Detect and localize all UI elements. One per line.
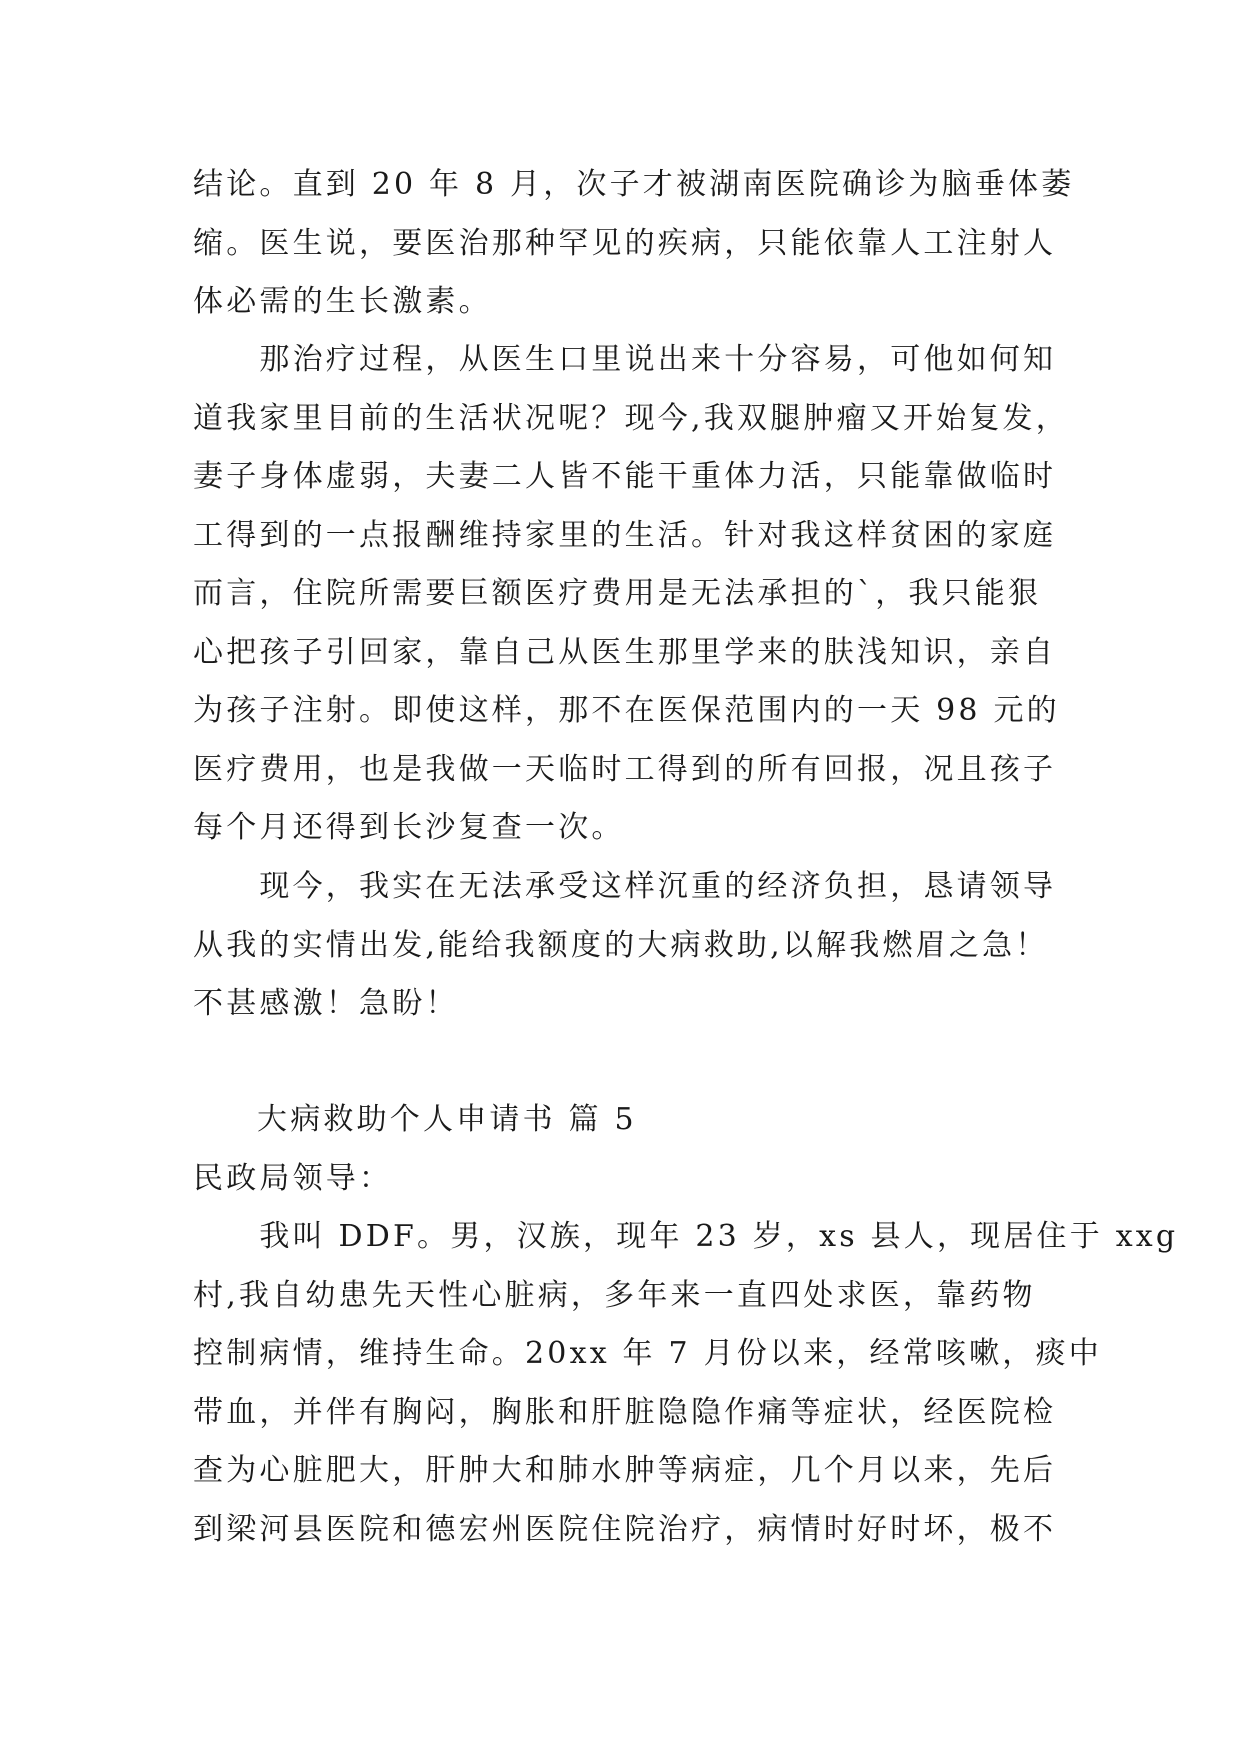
text-line: 道我家里目前的生活状况呢？现今,我双腿肿瘤又开始复发， xyxy=(193,400,1069,436)
text-line: 不甚感激！急盼！ xyxy=(193,986,459,1021)
section-title: 大病救助个人申请书 篇 5 xyxy=(257,1102,637,1137)
text-line: 为孩子注射。即使这样，那不在医保范围内的一天 98 元的 xyxy=(193,693,1060,728)
paragraph-treatment-hardship xyxy=(193,331,1069,858)
text-line: 我叫 DDF。男，汉族，现年 23 岁，xs 县人，现居住于 xxg xyxy=(193,1219,1179,1254)
salutation: 民政局领导： xyxy=(193,1161,393,1196)
text-line: 结论。直到 20 年 8 月，次子才被湖南医院确诊为脑垂体萎 xyxy=(193,167,1075,202)
text-line: 现今，我实在无法承受这样沉重的经济负担，恳请领导 xyxy=(193,869,1057,904)
text-line: 到梁河县医院和德宏州医院住院治疗，病情时好时坏，极不 xyxy=(193,1511,1057,1547)
text-line: 控制病情，维持生命。20xx 年 7 月份以来，经常咳嗽，痰中 xyxy=(193,1336,1102,1371)
text-line: 心把孩子引回家，靠自己从医生那里学来的肤浅知识，亲自 xyxy=(193,634,1057,670)
text-line: 妻子身体虚弱，夫妻二人皆不能干重体力活，只能靠做临时 xyxy=(193,459,1057,494)
text-line: 每个月还得到长沙复查一次。 xyxy=(193,810,625,845)
text-line: 体必需的生长激素。 xyxy=(193,284,492,319)
text-line: 工得到的一点报酬维持家里的生活。针对我这样贫困的家庭 xyxy=(193,517,1057,553)
text-line: 医疗费用，也是我做一天临时工得到的所有回报，况且孩子 xyxy=(193,751,1057,787)
text-line: 而言，住院所需要巨额医疗费用是无法承担的`，我只能狠 xyxy=(193,576,1042,611)
text-line: 缩。医生说，要医治那种罕见的疾病，只能依靠人工注射人 xyxy=(193,225,1057,261)
paragraph-applicant-intro xyxy=(193,1208,1179,1559)
text-line: 村,我自幼患先天性心脏病，多年来一直四处求医，靠药物 xyxy=(193,1277,1036,1313)
text-line: 那治疗过程，从医生口里说出来十分容易，可他如何知 xyxy=(193,342,1057,377)
text-line: 查为心脏肥大，肝肿大和肺水肿等病症，几个月以来，先后 xyxy=(193,1453,1057,1488)
text-line: 带血，并伴有胸闷，胸胀和肝脏隐隐作痛等症状，经医院检 xyxy=(193,1394,1057,1430)
paragraph-request xyxy=(193,858,1057,1034)
text-line: 从我的实情出发,能给我额度的大病救助,以解我燃眉之急！ xyxy=(193,927,1049,963)
paragraph-diagnosis xyxy=(193,156,1075,332)
